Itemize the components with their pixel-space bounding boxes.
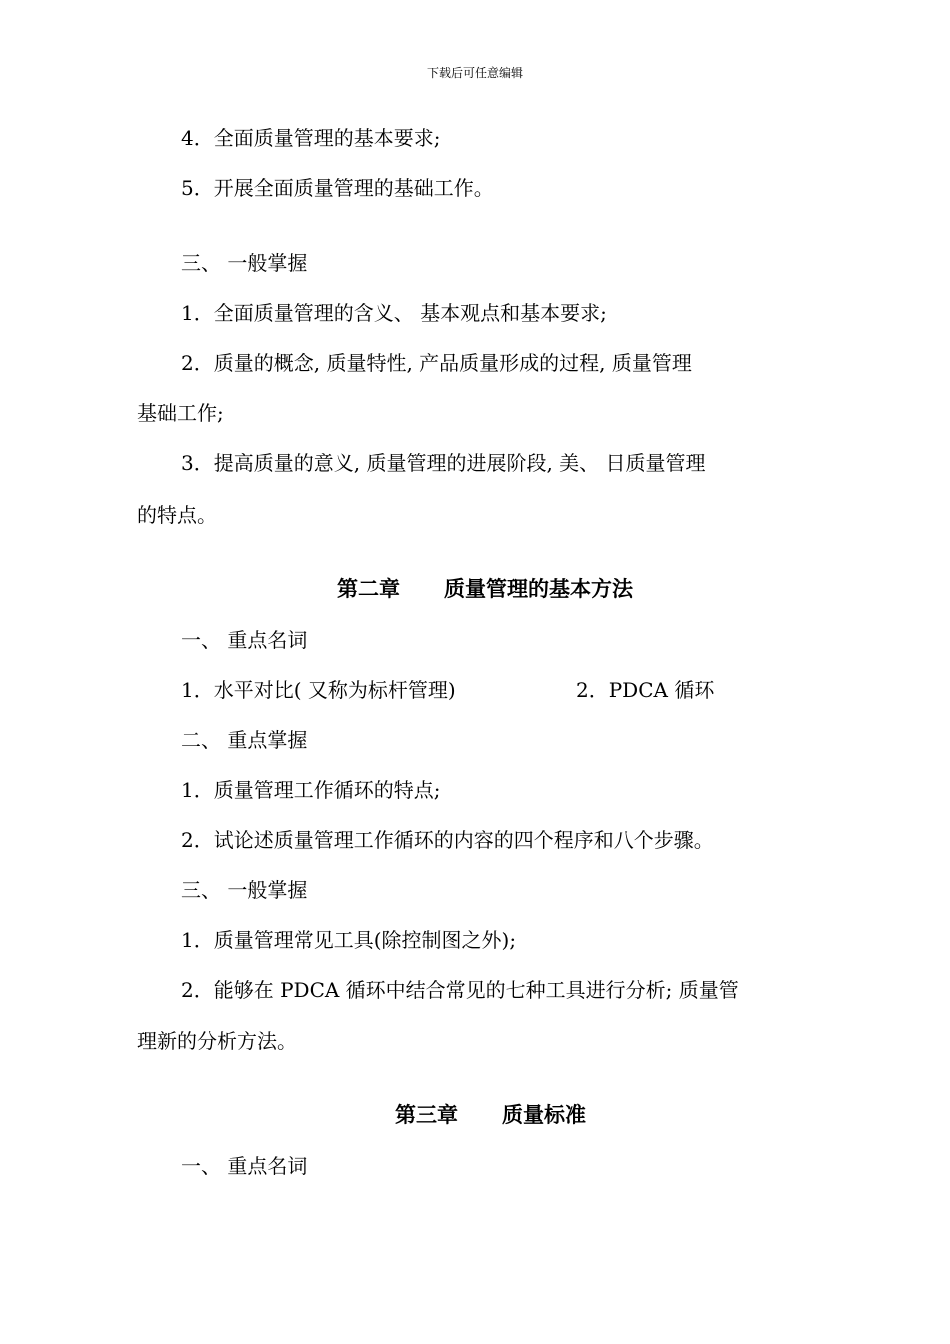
requirement-item-4: 4．全面质量管理的基本要求;: [181, 126, 441, 150]
ch2-key-points-heading: 二、 重点掌握: [181, 728, 308, 752]
general-item-1: 1．全面质量管理的含义、 基本观点和基本要求;: [181, 301, 607, 325]
general-item-3-continued: 的特点。: [137, 503, 217, 527]
ch2-key-terms-heading: 一、 重点名词: [181, 628, 308, 652]
ch2-general-item-2-continued: 理新的分析方法。: [137, 1029, 297, 1053]
ch3-key-terms-heading: 一、 重点名词: [181, 1154, 308, 1178]
ch2-general-heading: 三、 一般掌握: [181, 878, 308, 902]
ch2-key-term-2: 2．PDCA 循环: [576, 678, 715, 702]
ch2-key-term-1: 1．水平对比( 又称为标杆管理): [181, 678, 456, 702]
ch2-key-point-1: 1．质量管理工作循环的特点;: [181, 778, 441, 802]
ch2-key-point-2: 2．试论述质量管理工作循环的内容的四个程序和八个步骤。: [181, 828, 714, 852]
general-mastery-heading: 三、 一般掌握: [181, 251, 308, 275]
chapter-3-heading: [395, 1100, 586, 1130]
chapter-3-number: 第三章: [395, 1103, 458, 1127]
chapter-2-number: 第二章: [337, 577, 400, 601]
general-item-3: 3．提高质量的意义, 质量管理的进展阶段, 美、 日质量管理: [181, 451, 706, 475]
ch2-general-item-1: 1．质量管理常见工具(除控制图之外);: [181, 928, 517, 952]
chapter-3-title: 质量标准: [502, 1103, 586, 1127]
chapter-2-heading: [337, 574, 633, 604]
general-item-2-continued: 基础工作;: [137, 401, 224, 425]
requirement-item-5: 5．开展全面质量管理的基础工作。: [181, 176, 494, 200]
page-header: 下载后可任意编辑: [426, 66, 523, 80]
chapter-2-title: 质量管理的基本方法: [444, 577, 633, 601]
ch2-general-item-2: 2．能够在 PDCA 循环中结合常见的七种工具进行分析; 质量管: [181, 978, 739, 1002]
general-item-2: 2．质量的概念, 质量特性, 产品质量形成的过程, 质量管理: [181, 351, 692, 375]
ch2-key-terms-row: [181, 676, 861, 704]
